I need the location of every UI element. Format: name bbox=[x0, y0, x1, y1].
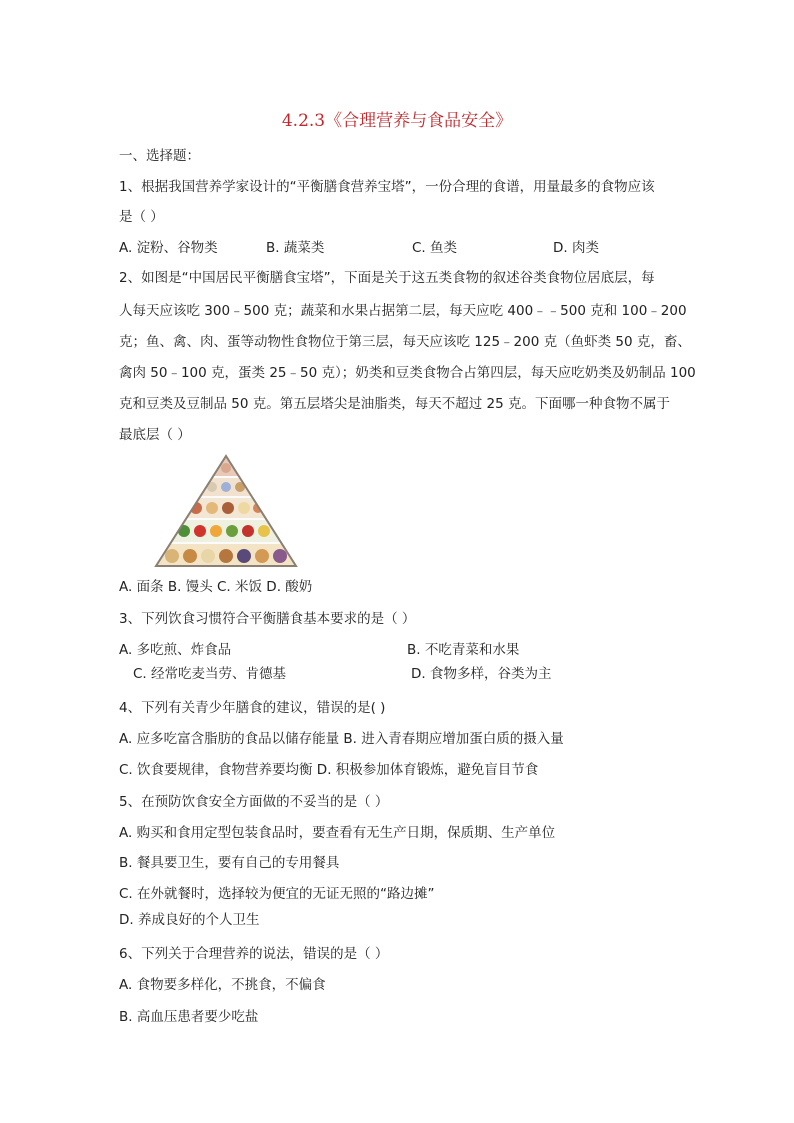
q1-option-d: D. 肉类 bbox=[553, 240, 599, 256]
q6-stem: 6、下列关于合理营养的说法，错误的是（ ） bbox=[119, 946, 389, 962]
q4-options-cd: C. 饮食要规律，食物营养要均衡 D. 积极参加体育锻炼，避免盲目节食 bbox=[119, 762, 539, 778]
q5-stem: 5、在预防饮食安全方面做的不妥当的是（ ） bbox=[119, 794, 389, 810]
q5-option-a: A. 购买和食用定型包装食品时，要查看有无生产日期，保质期、生产单位 bbox=[119, 825, 556, 841]
q1-option-c: C. 鱼类 bbox=[412, 240, 458, 256]
q5-option-c: C. 在外就餐时，选择较为便宜的无证无照的“路边摊” bbox=[119, 886, 435, 902]
q3-option-d: D. 食物多样，谷类为主 bbox=[411, 666, 552, 682]
q2-stem-line-3: 克；鱼、禽、肉、蛋等动物性食物位于第三层，每天应该吃 125﹣200 克（鱼虾类 50 克，畜、 bbox=[119, 334, 691, 350]
q6-option-a: A. 食物要多样化，不挑食，不偏食 bbox=[119, 977, 326, 993]
q5-option-b: B. 餐具要卫生，要有自己的专用餐具 bbox=[119, 855, 340, 871]
q2-stem-line-1: 2、如图是“中国居民平衡膳食宝塔”，下面是关于这五类食物的叙述谷类食物位居底层，每 bbox=[119, 270, 655, 286]
q3-option-c: C. 经常吃麦当劳、肯德基 bbox=[133, 666, 287, 682]
q1-option-a: A. 淀粉、谷物类 bbox=[119, 240, 218, 256]
q2-stem-line-2: 人每天应该吃 300﹣500 克；蔬菜和水果占据第二层，每天应吃 400﹣﹣500 克和 100﹣200 bbox=[119, 303, 687, 319]
q1-stem-line-2: 是（ ） bbox=[119, 209, 164, 225]
q3-option-b: B. 不吃青菜和水果 bbox=[407, 642, 520, 658]
section-heading: 一、选择题： bbox=[119, 148, 200, 164]
q2-stem-line-5: 克和豆类及豆制品 50 克。第五层塔尖是油脂类，每天不超过 25 克。下面哪一种食物不属于 bbox=[119, 396, 671, 412]
q6-option-b: B. 高血压患者要少吃盐 bbox=[119, 1009, 259, 1025]
q2-stem-line-6: 最底层（ ） bbox=[119, 427, 191, 443]
q5-option-d: D. 养成良好的个人卫生 bbox=[119, 912, 260, 928]
q4-stem: 4、下列有关青少年膳食的建议，错误的是( ) bbox=[119, 700, 386, 716]
food-pyramid-image bbox=[154, 454, 298, 568]
q3-stem: 3、下列饮食习惯符合平衡膳食基本要求的是（ ） bbox=[119, 611, 416, 627]
q3-option-a: A. 多吃煎、炸食品 bbox=[119, 642, 232, 658]
q4-options-ab: A. 应多吃富含脂肪的食品以储存能量 B. 进入青春期应增加蛋白质的摄入量 bbox=[119, 731, 564, 747]
q1-stem-line-1: 1、根据我国营养学家设计的“平衡膳食营养宝塔”，一份合理的食谱，用量最多的食物应该 bbox=[119, 179, 655, 195]
q2-stem-line-4: 禽肉 50﹣100 克，蛋类 25﹣50 克）；奶类和豆类食物合占第四层，每天应吃奶类及奶制品 100 bbox=[119, 365, 696, 381]
q1-option-b: B. 蔬菜类 bbox=[266, 240, 325, 256]
page-title: 4.2.3《合理营养与食品安全》 bbox=[281, 111, 513, 131]
q2-options: A. 面条 B. 馒头 C. 米饭 D. 酸奶 bbox=[119, 579, 313, 595]
